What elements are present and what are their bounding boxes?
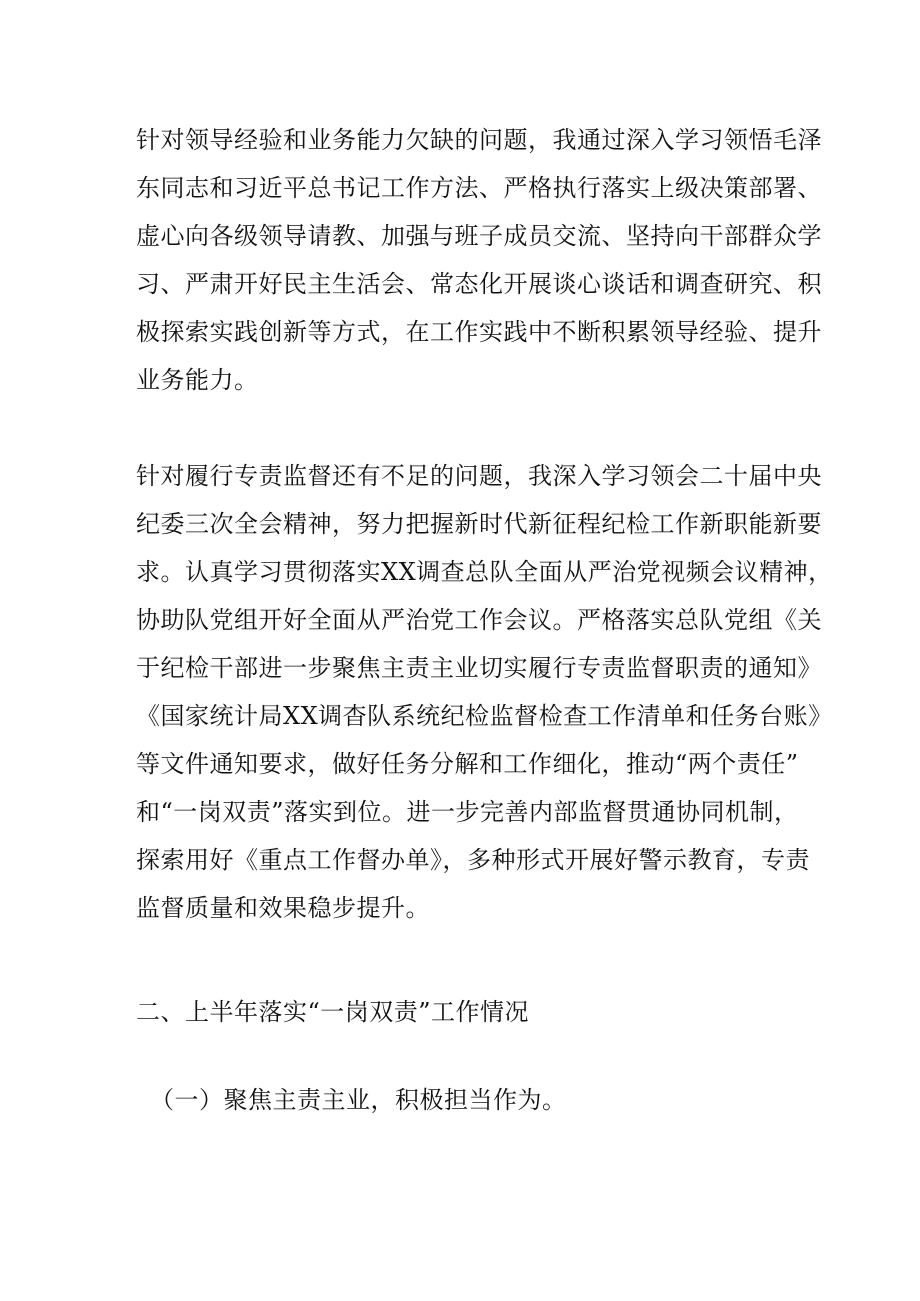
- section-heading: 二、上半年落实“一岗双责”工作情况: [136, 998, 530, 1026]
- text-line: 针对领导经验和业务能力欠缺的问题，我通过深入学习领悟毛泽: [136, 126, 822, 154]
- text-line: 和“一岗双责”落实到位。进一步完善内部监督贯通协同机制，: [136, 798, 799, 826]
- paragraph-leadership-experience: [136, 116, 822, 404]
- text-line: 纪委三次全会精神，努力把握新时代新征程纪检工作新职能新要: [136, 510, 822, 538]
- text-line: 极探索实践创新等方式，在工作实践中不断积累领导经验、提升: [136, 318, 822, 346]
- text-line: 等文件通知要求，做好任务分解和工作细化，推动“两个责任”: [136, 750, 799, 778]
- text-line: 探索用好《重点工作督办单》，多种形式开展好警示教育，专责: [136, 846, 810, 874]
- paragraph-supervision: [136, 452, 833, 932]
- text-line: 《国家统计局XX调杳队系统纪检监督检查工作清单和任务台账》: [136, 702, 833, 730]
- subsection-heading: （一）聚焦主责主业，积极担当作为。: [150, 1086, 567, 1114]
- text-line: 业务能力。: [136, 366, 259, 394]
- text-line: 虚心向各级领导请教、加强与班子成员交流、坚持向干部群众学: [136, 222, 822, 250]
- text-line: 监督质量和效果稳步提升。: [136, 894, 430, 922]
- text-line: 求。认真学习贯彻落实XX调查总队全面从严治党视频会议精神，: [136, 558, 833, 586]
- text-line: 协助队党组开好全面从严治党工作会议。严格落实总队党组《关: [136, 606, 822, 634]
- text-line: 针对履行专责监督还有不足的问题，我深入学习领会二十届中央: [136, 462, 822, 490]
- text-line: 习、严肃开好民主生活会、常态化开展谈心谈话和调查研究、积: [136, 270, 822, 298]
- text-line: 东同志和习近平总书记工作方法、严格执行落实上级决策部署、: [136, 174, 822, 202]
- text-line: 于纪检干部进一步聚焦主责主业切实履行专责监督职责的通知》: [136, 654, 822, 682]
